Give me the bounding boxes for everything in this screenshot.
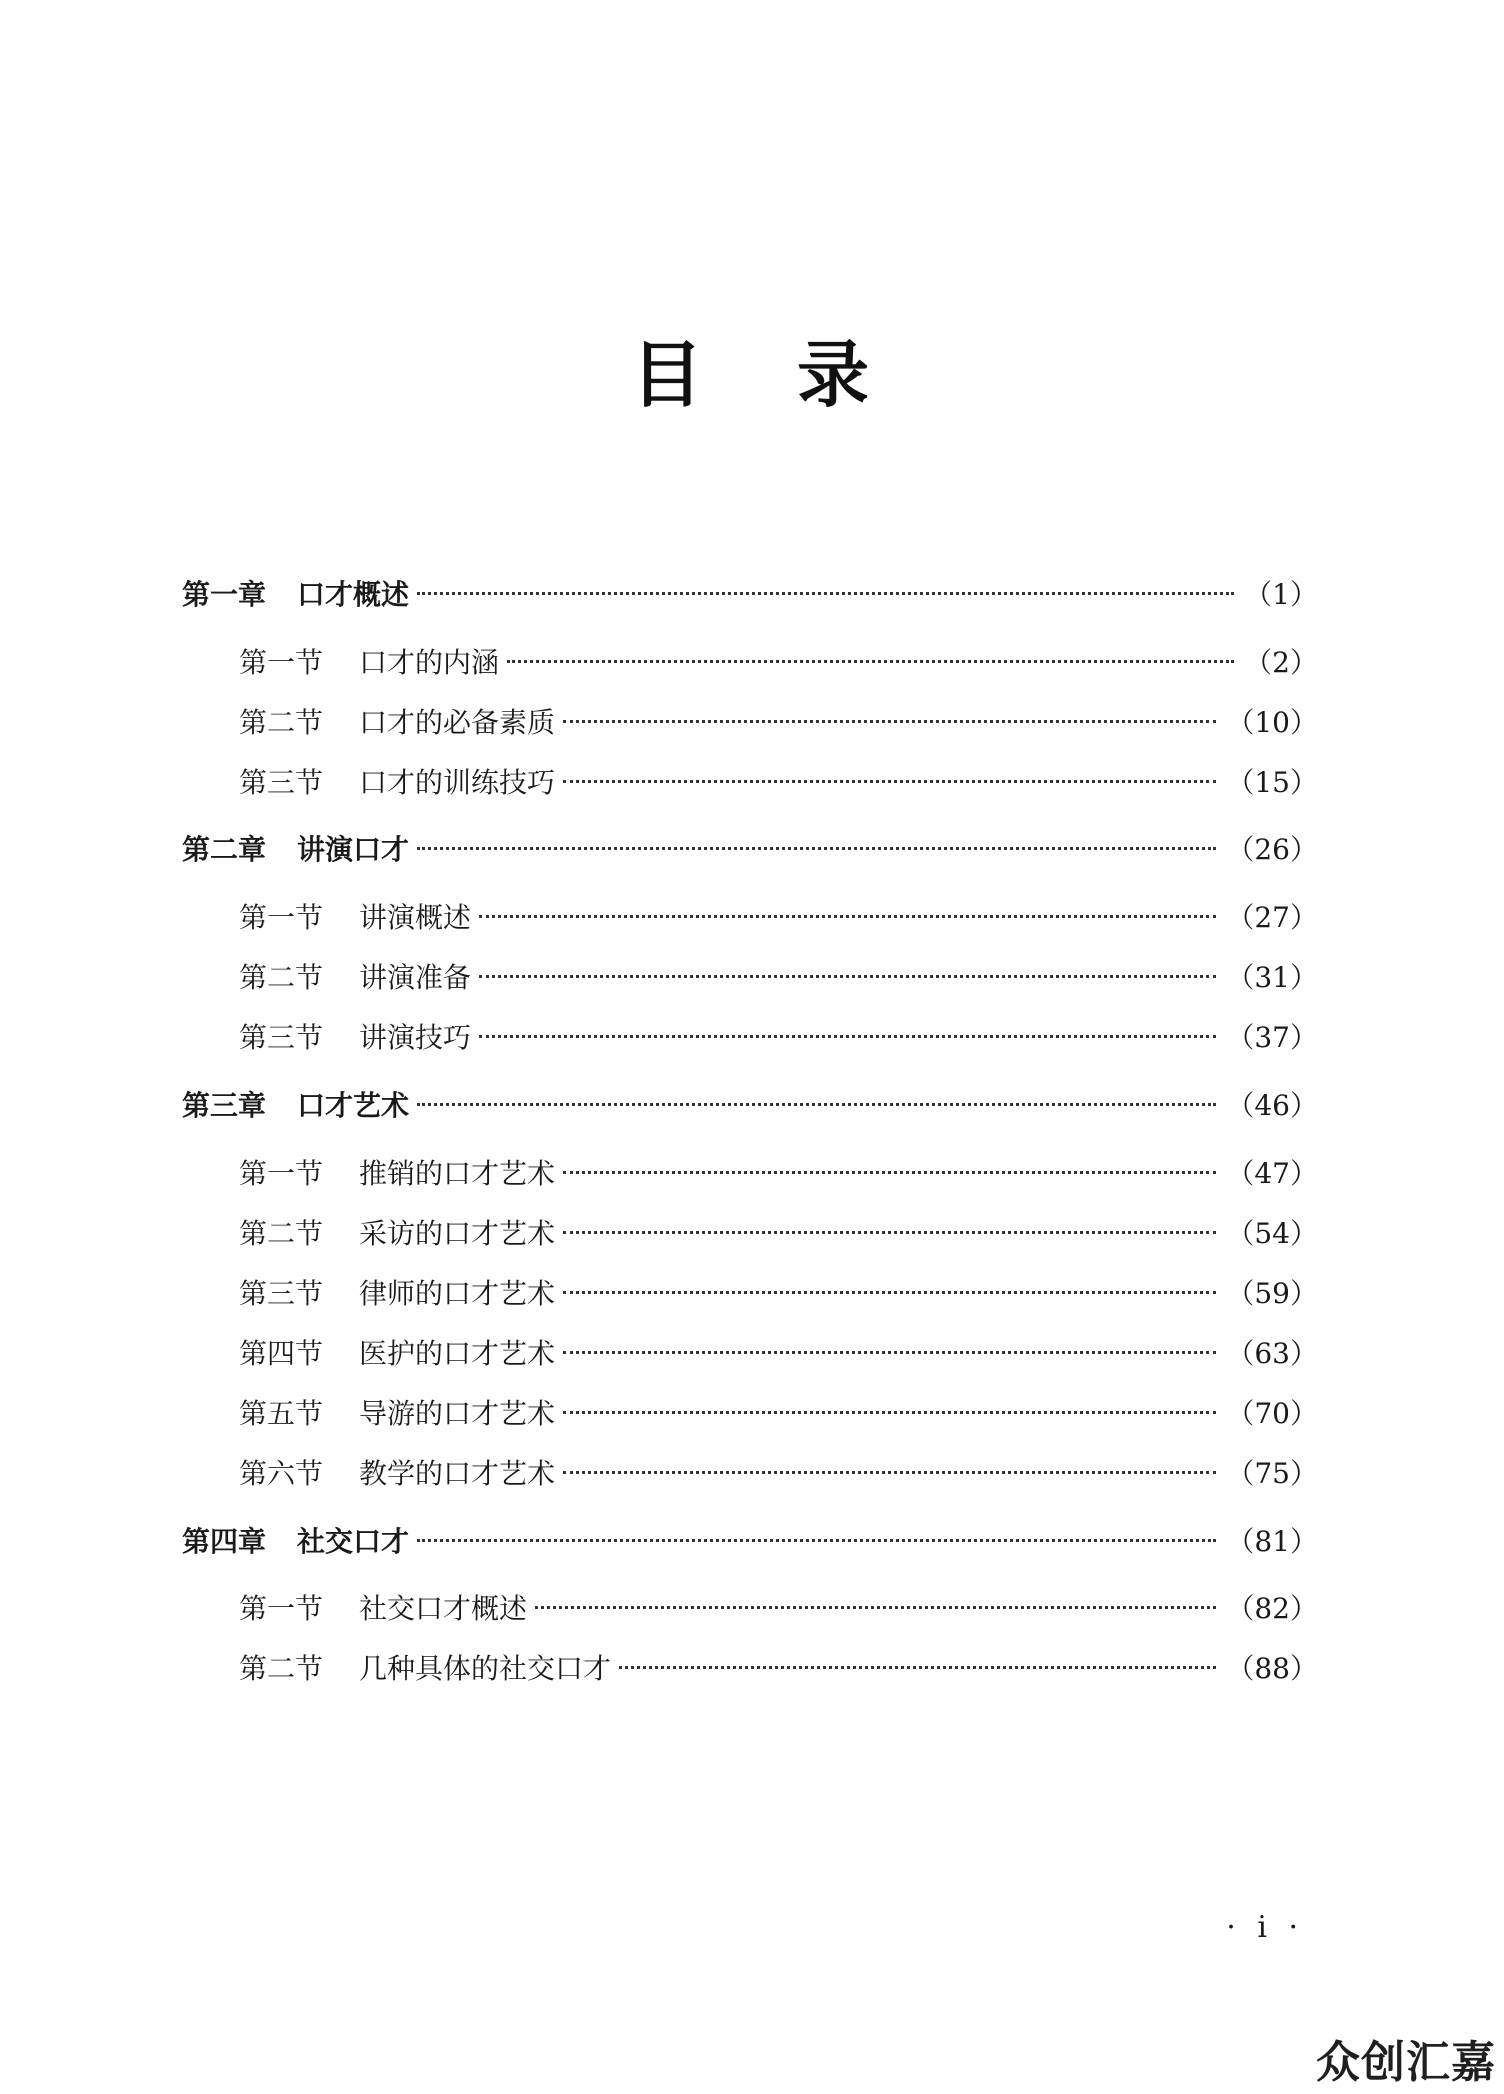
toc-number: 第四章 — [182, 1525, 267, 1558]
toc-entry-section[interactable] — [239, 1274, 1318, 1314]
title-char-2: 录 — [797, 333, 874, 417]
toc-page-number: （15） — [1226, 766, 1318, 799]
dot-leader — [563, 1291, 1216, 1294]
toc-entry-chapter-3[interactable] — [182, 1086, 1318, 1126]
page-folio: · i · — [1226, 1910, 1304, 1945]
toc-label: 推销的口才艺术 — [359, 1157, 556, 1190]
toc-entry-section[interactable] — [239, 1334, 1318, 1374]
toc-label: 口才的必备素质 — [359, 706, 556, 739]
toc-page-number: （46） — [1226, 1089, 1318, 1122]
watermark-logo: 众创汇嘉 — [1316, 2037, 1496, 2088]
toc-label: 社交口才 — [297, 1525, 410, 1558]
toc-page-number: （31） — [1226, 961, 1318, 994]
toc-entry-section[interactable] — [239, 898, 1318, 938]
dot-leader — [563, 1171, 1216, 1174]
toc-page-number: （10） — [1226, 706, 1318, 739]
toc-number: 第一节 — [239, 901, 324, 934]
toc-entry-section[interactable] — [239, 958, 1318, 998]
page-title — [0, 330, 1504, 420]
toc-entry-section[interactable] — [239, 703, 1318, 743]
toc-number: 第一节 — [239, 1157, 324, 1190]
toc-number: 第二节 — [239, 706, 324, 739]
toc-entry-section[interactable] — [239, 1649, 1318, 1689]
toc-entry-chapter-4[interactable] — [182, 1522, 1318, 1562]
toc-number: 第二节 — [239, 961, 324, 994]
dot-leader — [563, 1471, 1216, 1474]
toc-entry-section[interactable] — [239, 1214, 1318, 1254]
toc-label: 采访的口才艺术 — [359, 1217, 556, 1250]
toc-entry-section[interactable] — [239, 1018, 1318, 1058]
toc-page-number: （47） — [1226, 1157, 1318, 1190]
toc-page-number: （59） — [1226, 1277, 1318, 1310]
dot-leader — [507, 660, 1234, 663]
toc-label: 讲演技巧 — [359, 1021, 472, 1054]
toc-number: 第二章 — [182, 833, 267, 866]
title-char-1: 目 — [630, 333, 707, 417]
toc-label: 讲演概述 — [359, 901, 472, 934]
toc-label: 教学的口才艺术 — [359, 1457, 556, 1490]
toc-entry-section[interactable] — [239, 1394, 1318, 1434]
toc-label: 口才的训练技巧 — [359, 766, 556, 799]
toc-number: 第一节 — [239, 646, 324, 679]
toc-entry-section[interactable] — [239, 643, 1318, 683]
toc-number: 第三章 — [182, 1089, 267, 1122]
toc-page-number: （63） — [1226, 1337, 1318, 1370]
toc-page-number: （26） — [1226, 833, 1318, 866]
toc-label: 讲演口才 — [297, 833, 410, 866]
dot-leader — [563, 1231, 1216, 1234]
toc-page-number: （27） — [1226, 901, 1318, 934]
toc-number: 第三节 — [239, 1277, 324, 1310]
toc-label: 讲演准备 — [359, 961, 472, 994]
toc-page-number: （37） — [1226, 1021, 1318, 1054]
toc-label: 社交口才概述 — [359, 1592, 528, 1625]
toc-label: 医护的口才艺术 — [359, 1337, 556, 1370]
toc-number: 第三节 — [239, 1021, 324, 1054]
toc-entry-section[interactable] — [239, 763, 1318, 803]
dot-leader — [563, 1411, 1216, 1414]
toc-label: 口才艺术 — [297, 1089, 410, 1122]
dot-leader — [535, 1606, 1216, 1609]
toc-number: 第五节 — [239, 1397, 324, 1430]
dot-leader — [417, 847, 1216, 850]
toc-page-number: （88） — [1226, 1652, 1318, 1685]
dot-leader — [417, 592, 1234, 595]
toc-page-number: （82） — [1226, 1592, 1318, 1625]
toc-page-number: （81） — [1226, 1525, 1318, 1558]
toc-page-number: （75） — [1226, 1457, 1318, 1490]
toc-label: 导游的口才艺术 — [359, 1397, 556, 1430]
toc-label: 口才概述 — [297, 578, 410, 611]
toc-number: 第二节 — [239, 1217, 324, 1250]
dot-leader — [619, 1666, 1216, 1669]
toc-number: 第一章 — [182, 578, 267, 611]
toc-entry-section[interactable] — [239, 1154, 1318, 1194]
dot-leader — [479, 915, 1216, 918]
dot-leader — [563, 720, 1216, 723]
dot-leader — [417, 1539, 1216, 1542]
dot-leader — [563, 1351, 1216, 1354]
toc-page-number: （1） — [1244, 578, 1318, 611]
toc-number: 第四节 — [239, 1337, 324, 1370]
toc-entry-section[interactable] — [239, 1589, 1318, 1629]
toc-page-number: （70） — [1226, 1397, 1318, 1430]
dot-leader — [479, 975, 1216, 978]
toc-entry-chapter-2[interactable] — [182, 830, 1318, 870]
dot-leader — [417, 1103, 1216, 1106]
toc-number: 第二节 — [239, 1652, 324, 1685]
toc-label: 律师的口才艺术 — [359, 1277, 556, 1310]
toc-label: 几种具体的社交口才 — [359, 1652, 612, 1685]
toc-number: 第三节 — [239, 766, 324, 799]
toc-number: 第一节 — [239, 1592, 324, 1625]
toc-page-number: （2） — [1244, 646, 1318, 679]
toc-label: 口才的内涵 — [359, 646, 500, 679]
toc-entry-section[interactable] — [239, 1454, 1318, 1494]
toc-page-number: （54） — [1226, 1217, 1318, 1250]
dot-leader — [479, 1035, 1216, 1038]
toc-entry-chapter-1[interactable] — [182, 575, 1318, 615]
toc-number: 第六节 — [239, 1457, 324, 1490]
dot-leader — [563, 780, 1216, 783]
